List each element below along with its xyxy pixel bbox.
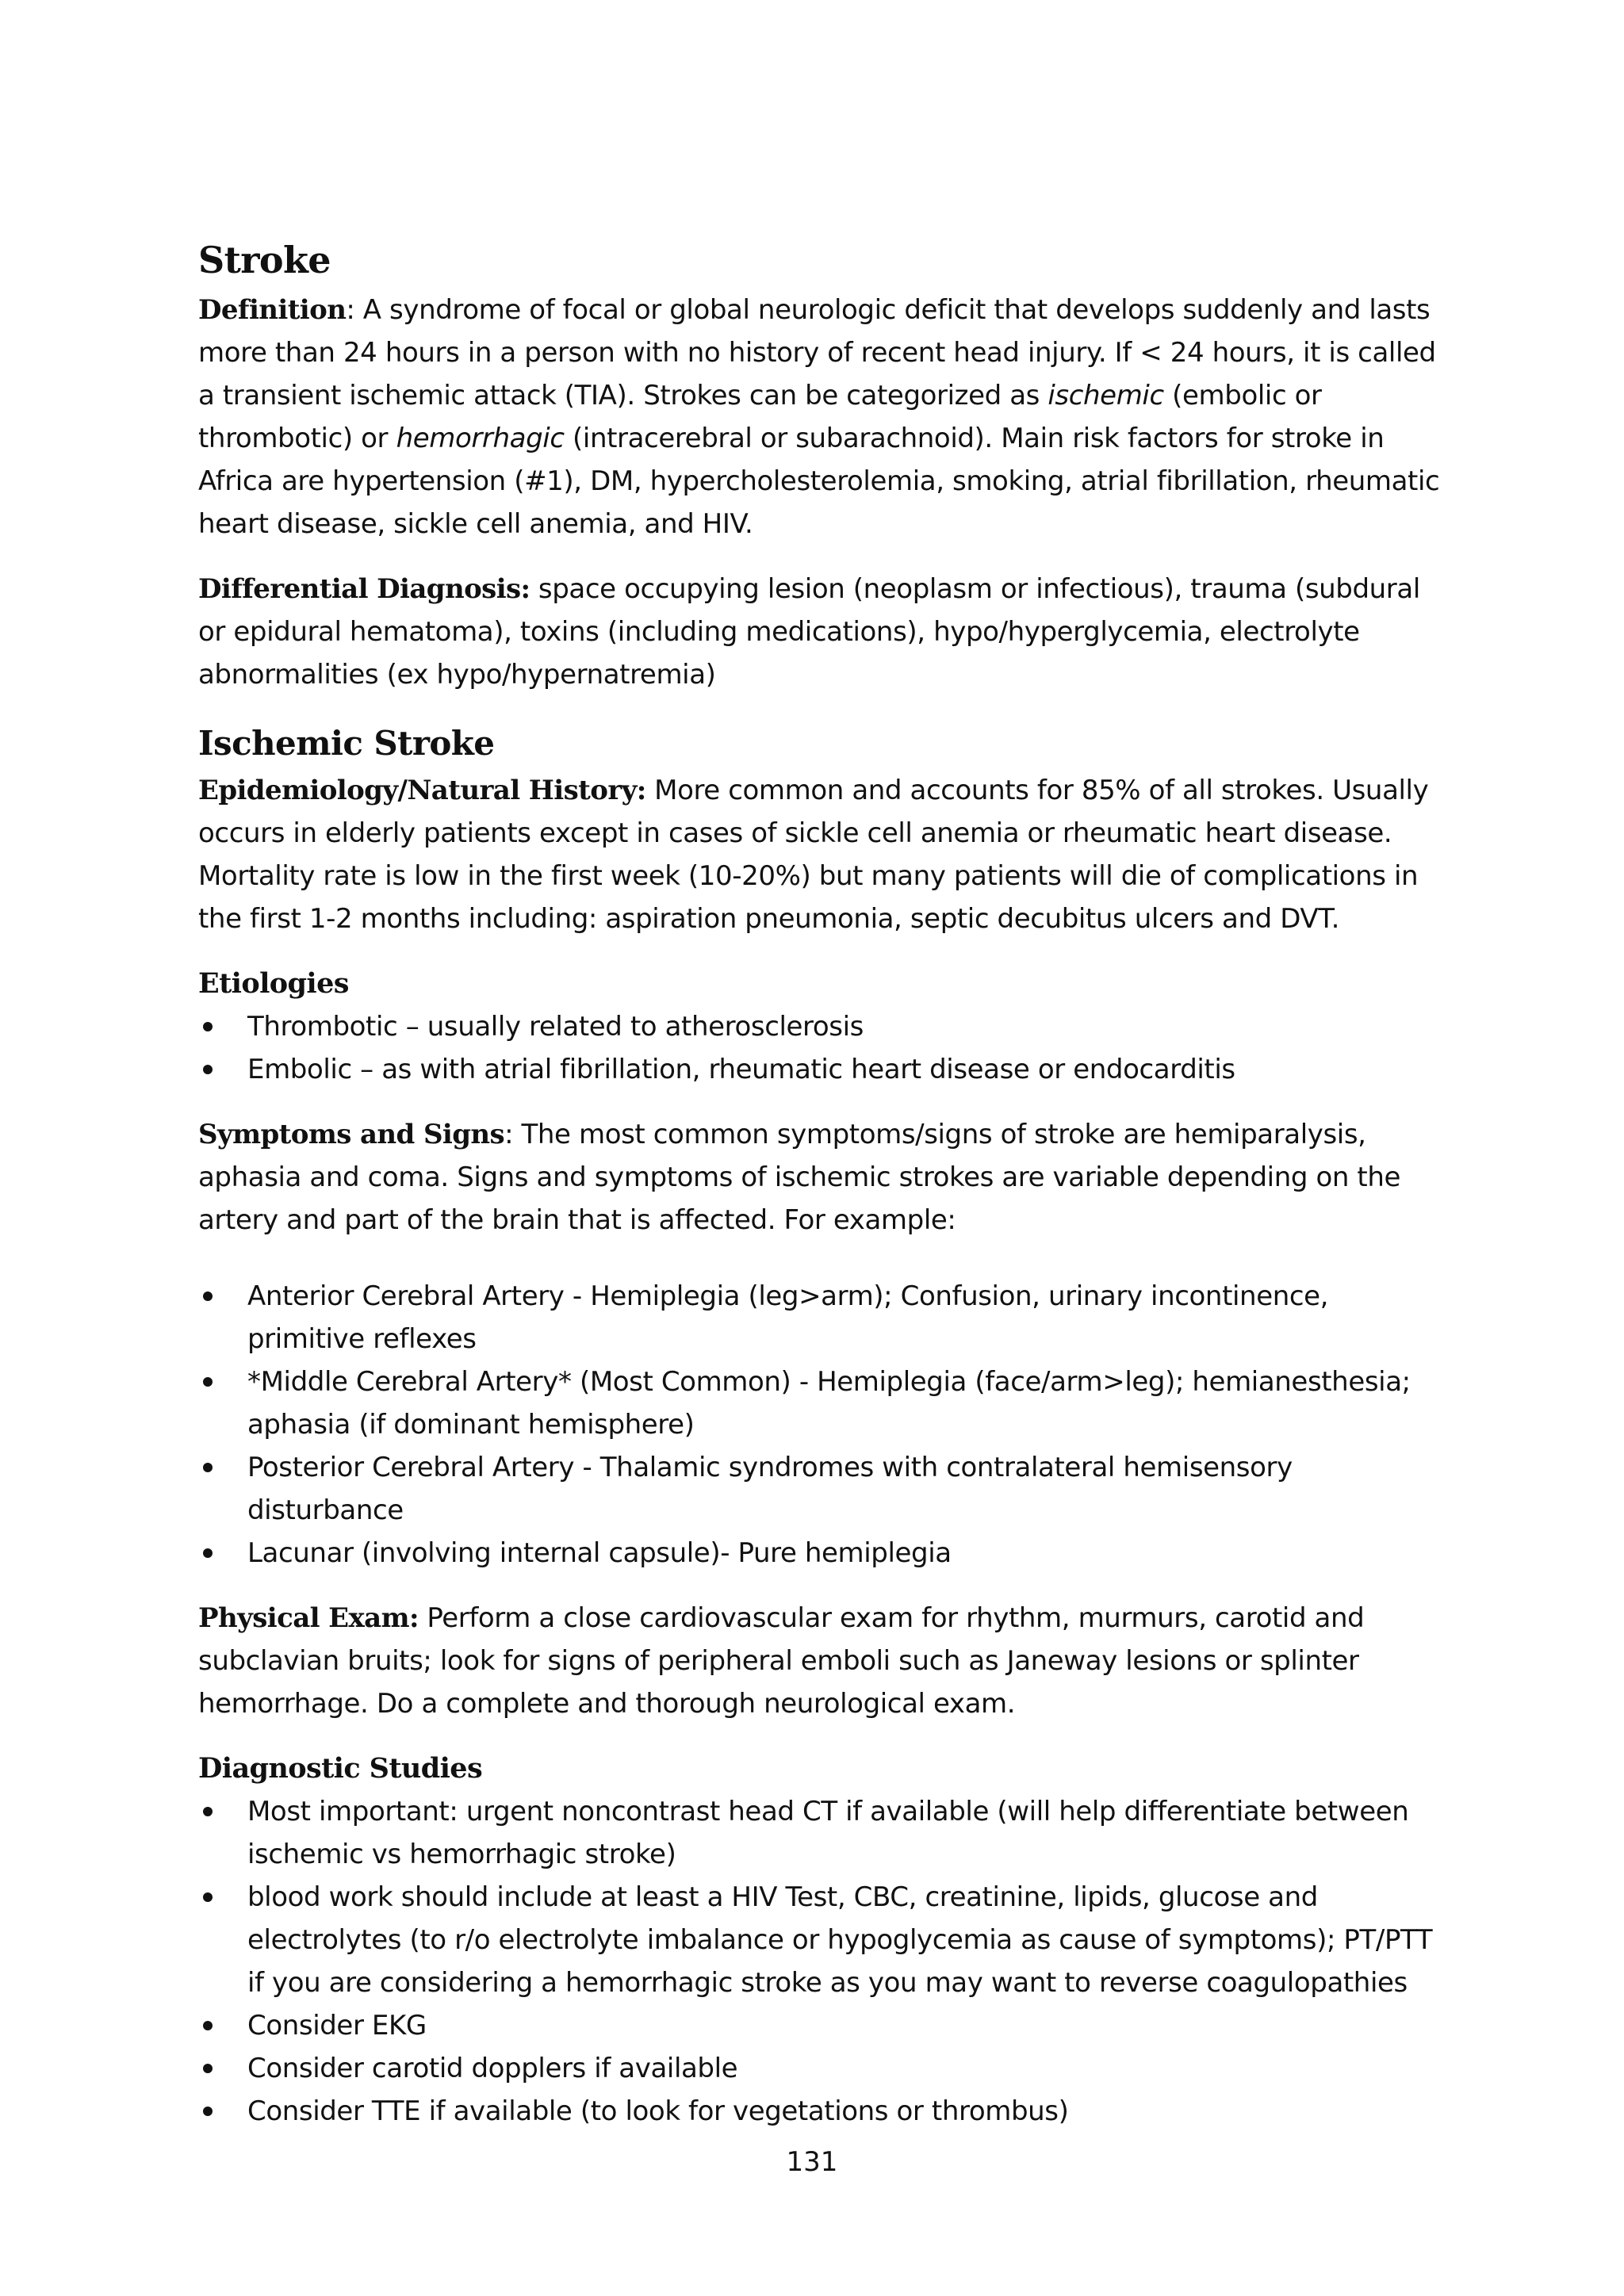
list-item: Most important: urgent noncontrast head CT if available (will help differentiate between ischemic vs hemorrhagic stroke): [198, 1790, 1443, 1876]
differential-text: space occupying lesion (neoplasm or infectious), trauma (subdural or epidural hematoma), toxins (including medications), hypo/hyperglycemia, electrolyte abnormalities (ex hypo/hypernatremia): [198, 573, 1420, 691]
page-title: Stroke: [198, 239, 331, 281]
etiologies-heading: Etiologies: [198, 967, 349, 1000]
list-item: Embolic – as with atrial fibrillation, rheumatic heart disease or endocarditis: [198, 1048, 1443, 1091]
etiologies-list: [198, 1005, 1443, 1091]
physical-exam-text: Perform a close cardiovascular exam for rhythm, murmurs, carotid and subclavian bruits; look for signs of peripheral emboli such as Janeway lesions or splinter hemorrhage. Do a complete and thorough neurological exam.: [198, 1602, 1365, 1720]
definition-label: Definition: [198, 294, 347, 326]
ischemic-stroke-heading: Ischemic Stroke: [198, 724, 495, 763]
definition-text-3: (intracerebral or subarachnoid). Main risk factors for stroke in Africa are hypertension (#1), DM, hypercholesterolemia, smoking, atrial fibrillation, rheumatic heart disease, sickle cell anemia, and HIV.: [198, 423, 1440, 540]
list-item: Posterior Cerebral Artery - Thalamic syndromes with contralateral hemisensory disturbance: [198, 1446, 1443, 1532]
definition-text-1: : A syndrome of focal or global neurologic deficit that develops suddenly and lasts more than 24 hours in a person with no history of recent head injury. If < 24 hours, it is called a transient ischemic attack (TIA). Strokes can be categorized as: [198, 294, 1436, 411]
epidemiology-label: Epidemiology/Natural History:: [198, 775, 646, 806]
list-item: Lacunar (involving internal capsule)- Pure hemiplegia: [198, 1532, 1443, 1575]
page-content: [198, 232, 1443, 2133]
list-item: Consider TTE if available (to look for vegetations or thrombus): [198, 2090, 1443, 2133]
physical-exam-paragraph: [198, 1597, 1443, 1725]
differential-label: Differential Diagnosis:: [198, 573, 530, 605]
symptoms-text: : The most common symptoms/signs of stroke are hemiparalysis, aphasia and coma. Signs and symptoms of ischemic strokes are variable depending on the artery and part of the brain that is affected. For example:: [198, 1119, 1401, 1236]
list-item: *Middle Cerebral Artery* (Most Common) - Hemiplegia (face/arm>leg); hemianesthesia; aphasia (if dominant hemisphere): [198, 1360, 1443, 1446]
definition-text-2: (embolic or thrombotic) or: [198, 380, 1322, 454]
definition-ischemic-term: ischemic: [1048, 380, 1164, 411]
definition-hemorrhagic-term: hemorrhagic: [396, 423, 565, 454]
symptoms-paragraph: [198, 1113, 1443, 1242]
epidemiology-text: More common and accounts for 85% of all strokes. Usually occurs in elderly patients except in cases of sickle cell anemia or rheumatic heart disease. Mortality rate is low in the first week (10-20%) but many patients will die of complications in the first 1-2 months including: aspiration pneumonia, septic decubitus ulcers and DVT.: [198, 775, 1429, 935]
page-number: 131: [786, 2146, 838, 2178]
list-item: Anterior Cerebral Artery - Hemiplegia (leg>arm); Confusion, urinary incontinence, primitive reflexes: [198, 1275, 1443, 1360]
diagnostic-studies-list: [198, 1790, 1443, 2133]
symptoms-label: Symptoms and Signs: [198, 1119, 505, 1150]
diagnostic-studies-heading: Diagnostic Studies: [198, 1752, 483, 1785]
definition-paragraph: [198, 289, 1443, 545]
list-item: Consider carotid dopplers if available: [198, 2047, 1443, 2090]
list-item: Consider EKG: [198, 2004, 1443, 2047]
list-item: blood work should include at least a HIV Test, CBC, creatinine, lipids, glucose and electrolytes (to r/o electrolyte imbalance or hypoglycemia as cause of symptoms); PT/PTT if you are considering a hemorrhagic stroke as you may want to reverse coagulopathies: [198, 1876, 1443, 2004]
list-item: Thrombotic – usually related to atherosclerosis: [198, 1005, 1443, 1048]
symptoms-list: [198, 1275, 1443, 1575]
epidemiology-paragraph: [198, 769, 1443, 940]
physical-exam-label: Physical Exam:: [198, 1602, 419, 1634]
differential-paragraph: [198, 568, 1443, 696]
